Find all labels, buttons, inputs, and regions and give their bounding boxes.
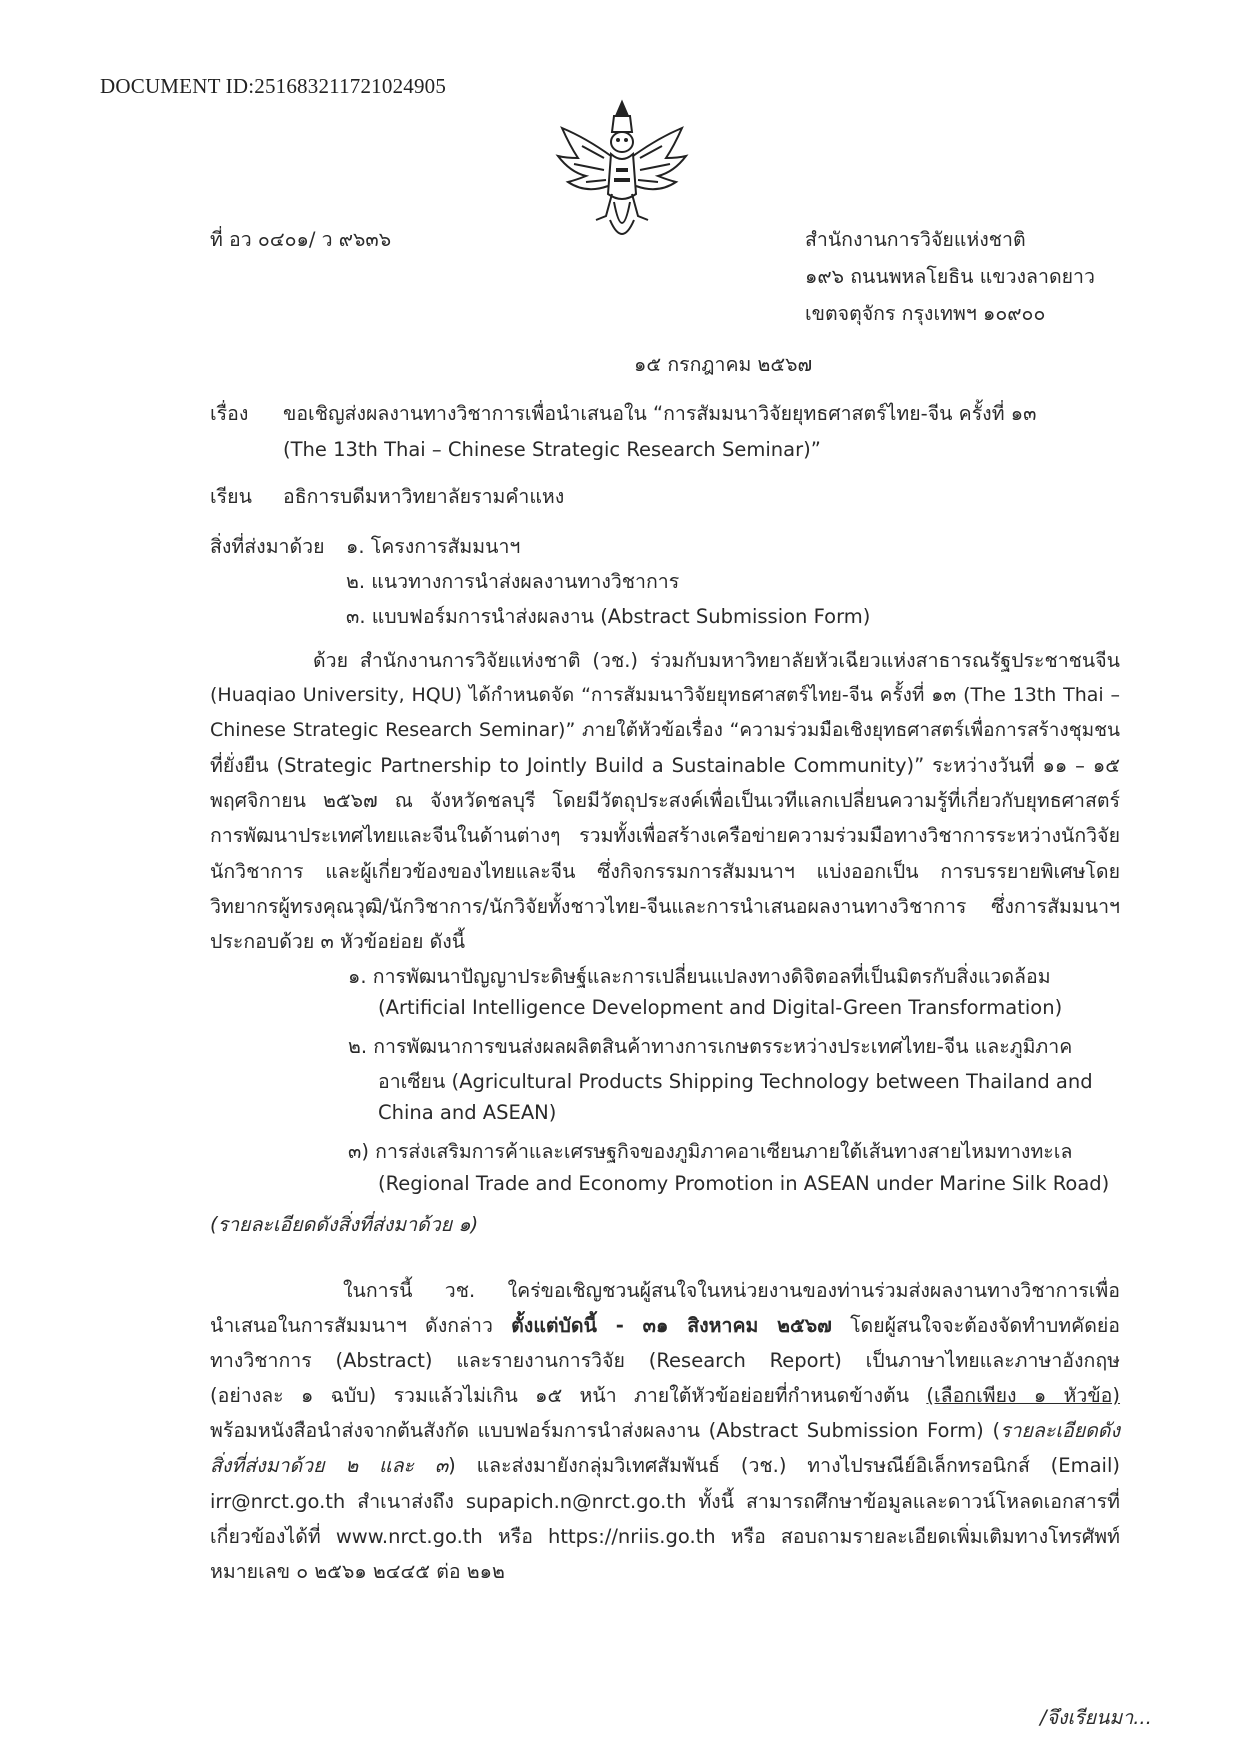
paragraph-line: irr@nrct.go.th สำเนาส่งถึง supapich.n@nrct.go.th ทั้งนี้ สามารถศึกษาข้อมูลและดาวน์โหลดเอกสารที่: [210, 1489, 1120, 1513]
enclosures-label: สิ่งที่ส่งมาด้วย: [210, 535, 325, 558]
paragraph-line: พร้อมหนังสือนำส่งจากต้นสังกัด แบบฟอร์มการนำส่งผลงาน (Abstract Submission Form) (รายละเอียดดัง: [210, 1419, 1120, 1443]
topics-note: (รายละเอียดดังสิ่งที่ส่งมาด้วย ๑): [210, 1213, 479, 1236]
paragraph-line: ทางวิชาการ (Abstract) และรายงานการวิจัย (Research Report) เป็นภาษาไทยและภาษาอังกฤษ: [210, 1349, 1120, 1373]
topic-item-detail: (Artificial Intelligence Development and Digital-Green Transformation): [378, 996, 1063, 1020]
topic-item-detail: China and ASEAN): [378, 1101, 557, 1125]
sender-line-1: สำนักงานการวิจัยแห่งชาติ: [805, 228, 1026, 251]
deadline-text: ตั้งแต่บัดนี้ - ๓๑ สิงหาคม ๒๕๖๗: [511, 1314, 832, 1338]
paragraph-invitation: [210, 1275, 1120, 1591]
enclosure-item: ๓. แบบฟอร์มการนำส่งผลงาน (Abstract Submission Form): [346, 605, 871, 628]
paragraph-line: พฤศจิกายน ๒๕๖๗ ณ จังหวัดชลบุรี โดยมีวัตถุประสงค์เพื่อเป็นเวทีแลกเปลี่ยนความรู้ที่เกี่ยวกับยุทธศาสตร์: [210, 789, 1120, 813]
topics-list: [348, 961, 1123, 1207]
paragraph-line: ที่ยั่งยืน (Strategic Partnership to Jointly Build a Sustainable Community)” ระหว่างวันที่ ๑๑ – ๑๕: [210, 754, 1120, 778]
enclosure-item: ๑. โครงการสัมมนาฯ: [346, 535, 521, 558]
document-id: DOCUMENT ID:251683211721024905: [100, 74, 447, 98]
subject-line-1: ขอเชิญส่งผลงานทางวิชาการเพื่อนำเสนอใน “การสัมมนาวิจัยยุทธศาสตร์ไทย-จีน ครั้งที่ ๑๓: [283, 402, 1037, 425]
select-one-topic-note: (เลือกเพียง ๑ หัวข้อ): [926, 1384, 1121, 1408]
paragraph-line: การพัฒนาประเทศไทยและจีนในด้านต่างๆ รวมทั้งเพื่อสร้างเครือข่ายความร่วมมือทางวิชาการระหว่างนักวิจัย: [210, 824, 1120, 848]
enclosure-item: ๒. แนวทางการนำส่งผลงานทางวิชาการ: [346, 570, 680, 593]
addressee-text: อธิการบดีมหาวิทยาลัยรามคำแหง: [283, 485, 565, 508]
topic-item: ๒. การพัฒนาการขนส่งผลผลิตสินค้าทางการเกษตรระหว่างประเทศไทย-จีน และภูมิภาค: [348, 1035, 1073, 1059]
paragraph-line: เกี่ยวข้องได้ที่ www.nrct.go.th หรือ https://nriis.go.th หรือ สอบถามรายละเอียดเพิ่มเติมทางโทรศัพท์: [210, 1524, 1120, 1548]
paragraph-line: (อย่างละ ๑ ฉบับ) รวมแล้วไม่เกิน ๑๕ หน้า ภายใต้หัวข้อย่อยที่กำหนดข้างต้น (เลือกเพียง ๑ หัวข้อ): [210, 1384, 1121, 1408]
paragraph-line: Chinese Strategic Research Seminar)” ภายใต้หัวข้อเรื่อง “ความร่วมมือเชิงยุทธศาสตร์เพื่อการสร้างชุมชน: [210, 719, 1120, 742]
paragraph-line: (Huaqiao University, HQU) ได้กำหนดจัด “การสัมมนาวิจัยยุทธศาสตร์ไทย-จีน ครั้งที่ ๑๓ (The 13th Thai –: [210, 684, 1120, 707]
garuda-emblem-icon: [552, 98, 692, 248]
topic-item: ๓) การส่งเสริมการค้าและเศรษฐกิจของภูมิภาคอาเซียนภายใต้เส้นทางสายไหมทางทะเล: [348, 1140, 1073, 1164]
subject-text: [283, 396, 1036, 468]
paragraph-line: วิทยากรผู้ทรงคุณวุฒิ/นักวิชาการ/นักวิจัยทั้งชาวไทย-จีนและการนำเสนอผลงานทางวิชาการ ซึ่งการสัมมนาฯ: [210, 894, 1120, 918]
enclosures-list: [346, 529, 870, 634]
paragraph-line: ด้วย สำนักงานการวิจัยแห่งชาติ (วช.) ร่วมกับมหาวิทยาลัยหัวเฉียวแห่งสาธารณรัฐประชาชนจีน: [313, 649, 1120, 672]
sender-address: [805, 222, 1095, 333]
reference-number: ที่ อว ๐๔๐๑/ ว ๙๖๓๖: [210, 228, 392, 251]
letter-date: ๑๕ กรกฎาคม ๒๕๖๗: [634, 353, 813, 376]
sender-line-3: เขตจตุจักร กรุงเทพฯ ๑๐๙๐๐: [805, 302, 1046, 325]
paragraph-line: นักวิชาการ และผู้เกี่ยวข้องของไทยและจีน ซึ่งกิจกรรมการสัมมนาฯ แบ่งออกเป็น การบรรยายพิเศษโดย: [210, 859, 1120, 883]
topic-item-detail: (Regional Trade and Economy Promotion in ASEAN under Marine Silk Road): [378, 1171, 1110, 1195]
subject-label: เรื่อง: [210, 402, 249, 425]
paragraph-line: ในการนี้ วช. ใคร่ขอเชิญชวนผู้สนใจในหน่วยงานของท่านร่วมส่งผลงานทางวิชาการเพื่อ: [343, 1279, 1120, 1302]
subject-line-2: (The 13th Thai – Chinese Strategic Research Seminar)”: [283, 438, 821, 461]
paragraph-intro: [210, 645, 1120, 961]
topic-item-detail: อาเซียน (Agricultural Products Shipping Technology between Thailand and: [378, 1070, 1093, 1094]
paragraph-line: สิ่งที่ส่งมาด้วย ๒ และ ๓) และส่งมายังกลุ่มวิเทศสัมพันธ์ (วช.) ทางไปรษณีย์อิเล็กทรอนิกส์ (Email): [210, 1454, 1120, 1478]
topic-item: ๑. การพัฒนาปัญญาประดิษฐ์และการเปลี่ยนแปลงทางดิจิตอลที่เป็นมิตรกับสิ่งแวดล้อม: [348, 965, 1051, 988]
paragraph-line: นำเสนอในการสัมมนาฯ ดังกล่าว ตั้งแต่บัดนี้ - ๓๑ สิงหาคม ๒๕๖๗ โดยผู้สนใจจะต้องจัดทำบทคัดย่อ: [210, 1314, 1121, 1338]
continued-marker: /จึงเรียนมา...: [1040, 1706, 1152, 1729]
paragraph-line: หมายเลข ๐ ๒๕๖๑ ๒๔๔๕ ต่อ ๒๑๒: [210, 1559, 505, 1583]
sender-line-2: ๑๙๖ ถนนพหลโยธิน แขวงลาดยาว: [805, 265, 1095, 288]
paragraph-line: ประกอบด้วย ๓ หัวข้อย่อย ดังนี้: [210, 929, 466, 953]
addressee-label: เรียน: [210, 485, 252, 508]
